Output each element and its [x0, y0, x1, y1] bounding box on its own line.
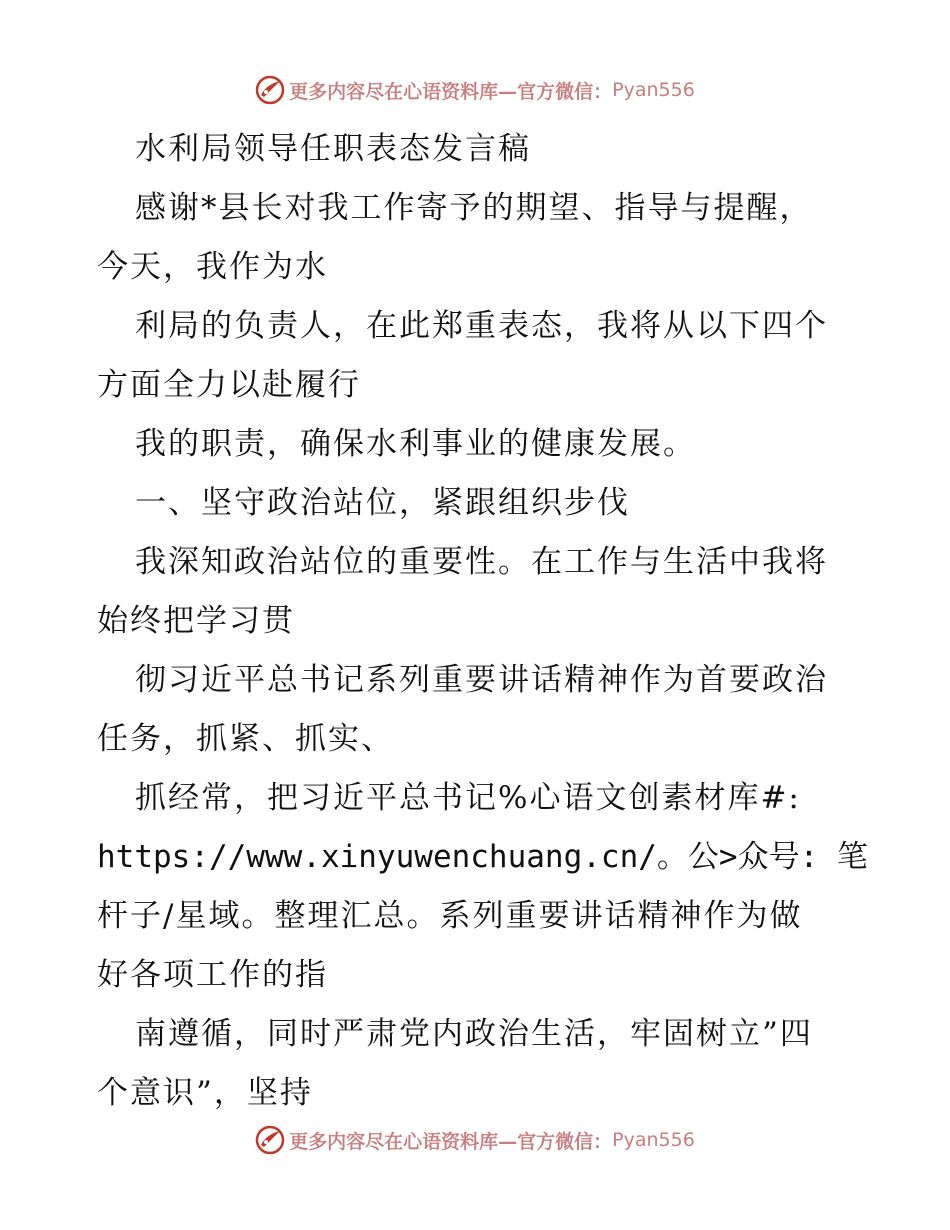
- banner-wechat-id: Pyan556: [612, 79, 695, 101]
- footer-banner: [0, 1120, 950, 1160]
- header-banner: [0, 70, 950, 110]
- paragraph-line-url: https://www.xinyuwenchuang.cn/。公>众号: 笔: [97, 839, 868, 875]
- paragraph-line: 南遵循，同时严肃党内政治生活，牢固树立”四: [135, 1016, 813, 1052]
- banner-text: 更多内容尽在心语资料库—官方微信：: [289, 80, 613, 103]
- paragraph-line: 个意识”，坚持: [97, 1075, 313, 1111]
- paragraph-line: 杆子/星域。整理汇总。系列重要讲话精神作为做: [97, 898, 803, 934]
- brush-logo-icon: [255, 1125, 285, 1155]
- paragraph-line: 好各项工作的指: [97, 957, 328, 993]
- banner-text: 更多内容尽在心语资料库—官方微信：: [289, 1130, 613, 1153]
- paragraph-line: 利局的负责人，在此郑重表态，我将从以下四个: [135, 308, 828, 344]
- section-heading: 一、坚守政治站位，紧跟组织步伐: [135, 485, 630, 521]
- paragraph-line: 任务，抓紧、抓实、: [97, 721, 394, 757]
- paragraph-line: 我的职责，确保水利事业的健康发展。: [135, 426, 696, 462]
- document-title: 水利局领导任职表态发言稿: [135, 131, 531, 167]
- paragraph-line: 我深知政治站位的重要性。在工作与生活中我将: [135, 544, 828, 580]
- paragraph-line: 抓经常，把习近平总书记%心语文创素材库#:: [135, 780, 801, 816]
- paragraph-line: 始终把学习贯: [97, 603, 295, 639]
- brush-logo-icon: [255, 75, 285, 105]
- paragraph-line: 感谢*县长对我工作寄予的期望、指导与提醒，: [135, 190, 813, 226]
- paragraph-line: 今天，我作为水: [97, 249, 328, 285]
- paragraph-line: 彻习近平总书记系列重要讲话精神作为首要政治: [135, 662, 828, 698]
- banner-wechat-id: Pyan556: [612, 1129, 695, 1151]
- paragraph-line: 方面全力以赴履行: [97, 367, 361, 403]
- document-body: [97, 120, 868, 1123]
